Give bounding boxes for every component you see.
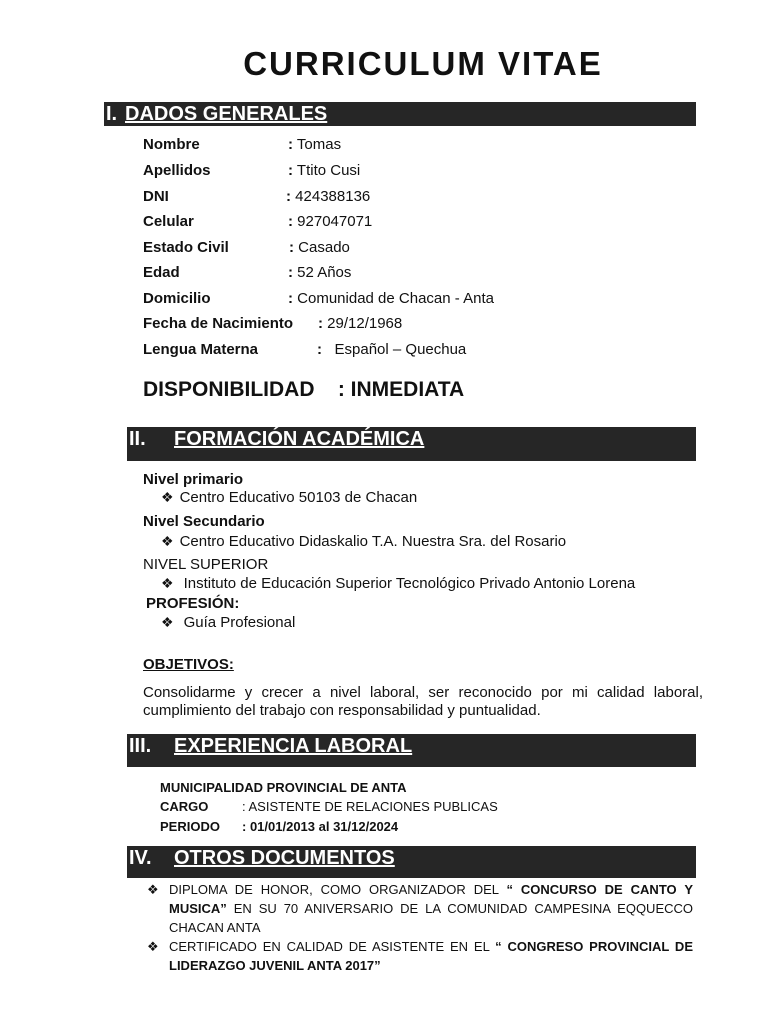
field-value: Comunidad de Chacan - Anta <box>297 290 494 307</box>
field-colon: : <box>318 315 323 332</box>
field-key: DNI <box>143 188 169 205</box>
section-number: IV. <box>129 847 152 869</box>
field-value: Tomas <box>296 136 342 153</box>
section-label: EXPERIENCIA LABORAL <box>174 735 413 757</box>
section-header-datos-generales <box>104 102 696 126</box>
field-colon: : <box>288 290 293 307</box>
nivel-superior-label: NIVEL SUPERIOR <box>143 556 269 573</box>
disponibilidad: DISPONIBILIDAD : INMEDIATA <box>143 378 465 401</box>
field-key: Fecha de Nacimiento <box>143 315 294 332</box>
cargo-label: CARGO <box>160 799 209 814</box>
section-number: III. <box>129 735 152 757</box>
diamond-bullet-icon: ❖ <box>161 533 174 549</box>
field-value: 927047071 <box>297 213 373 230</box>
field-value: Casado <box>298 239 350 256</box>
item-text: Centro Educativo 50103 de Chacan <box>179 489 418 506</box>
experiencia-empresa: MUNICIPALIDAD PROVINCIAL DE ANTA <box>160 780 407 795</box>
field-colon: : <box>288 213 293 230</box>
experiencia-periodo <box>160 819 399 835</box>
field-key: Domicilio <box>143 290 211 307</box>
periodo-value: : 01/01/2013 al 31/12/2024 <box>242 819 399 834</box>
field-value: 29/12/1968 <box>327 315 403 332</box>
section-label: FORMACIÓN ACADÉMICA <box>174 428 425 450</box>
field-value: 424388136 <box>295 188 371 205</box>
documento-certificado: ❖ CERTIFICADO EN CALIDAD DE ASISTENTE EN EL “ CONGRESO PROVINCIAL DE LIDERAZGO JUVENIL ANTA 2017” <box>147 939 693 973</box>
field-colon: : <box>317 341 322 358</box>
item-text: Guía Profesional <box>183 614 296 631</box>
field-key: Lengua Materna <box>143 341 259 358</box>
diamond-bullet-icon: ❖ <box>161 575 174 591</box>
cargo-value: : ASISTENTE DE RELACIONES PUBLICAS <box>242 799 498 814</box>
section-header-otros-documentos <box>127 846 696 878</box>
field-key: Edad <box>143 264 180 281</box>
field-key: Apellidos <box>143 162 211 179</box>
diamond-bullet-icon: ❖ <box>161 489 174 505</box>
nivel-secundario-label: Nivel Secundario <box>143 513 265 530</box>
section-label: OTROS DOCUMENTOS <box>174 847 395 869</box>
diamond-bullet-icon: ❖ <box>147 939 159 954</box>
section-header-experiencia-laboral <box>127 734 696 767</box>
objetivos-label: OBJETIVOS: <box>143 656 234 673</box>
nivel-primario-item <box>161 488 417 507</box>
diamond-bullet-icon: ❖ <box>147 882 159 897</box>
periodo-label: PERIODO <box>160 819 220 834</box>
objetivos-text: Consolidarme y crecer a nivel laboral, ser reconocido por mi calidad laboral, cumplimiento del trabajo con responsabilidad y puntualidad. <box>143 684 703 719</box>
field-colon: : <box>288 136 293 153</box>
profesion-label: PROFESIÓN: <box>146 595 240 612</box>
diamond-bullet-icon: ❖ <box>161 614 174 630</box>
field-colon: : <box>288 162 293 179</box>
field-key: Celular <box>143 213 194 230</box>
field-value: 52 Años <box>297 264 352 281</box>
experiencia-cargo <box>160 799 498 815</box>
item-text: Centro Educativo Didaskalio T.A. Nuestra Sra. del Rosario <box>179 533 567 550</box>
nivel-secundario-item <box>161 532 566 551</box>
documento-diploma: ❖ DIPLOMA DE HONOR, COMO ORGANIZADOR DEL “ CONCURSO DE CANTO Y MUSICA” EN SU 70 ANIVERSARIO DE LA COMUNIDAD CAMPESINA EQQUECCO CHACAN ANTA <box>147 882 693 935</box>
field-key: Estado Civil <box>143 239 229 256</box>
cv-title: CURRICULUM VITAE <box>243 45 603 82</box>
nivel-primario-label: Nivel primario <box>143 471 244 488</box>
field-value: Español – Quechua <box>334 341 467 358</box>
item-text: Instituto de Educación Superior Tecnológico Privado Antonio Lorena <box>183 575 636 592</box>
section-header-formacion-academica <box>127 427 696 461</box>
profesion-item <box>161 613 295 632</box>
field-colon: : <box>288 264 293 281</box>
section-number: II. <box>129 428 146 450</box>
section-label: DADOS GENERALES <box>125 103 328 125</box>
field-value: Ttito Cusi <box>296 162 361 179</box>
section-number: I. <box>106 103 118 125</box>
field-colon: : <box>289 239 294 256</box>
field-colon: : <box>286 188 291 205</box>
nivel-superior-item <box>161 574 635 593</box>
field-key: Nombre <box>143 136 200 153</box>
